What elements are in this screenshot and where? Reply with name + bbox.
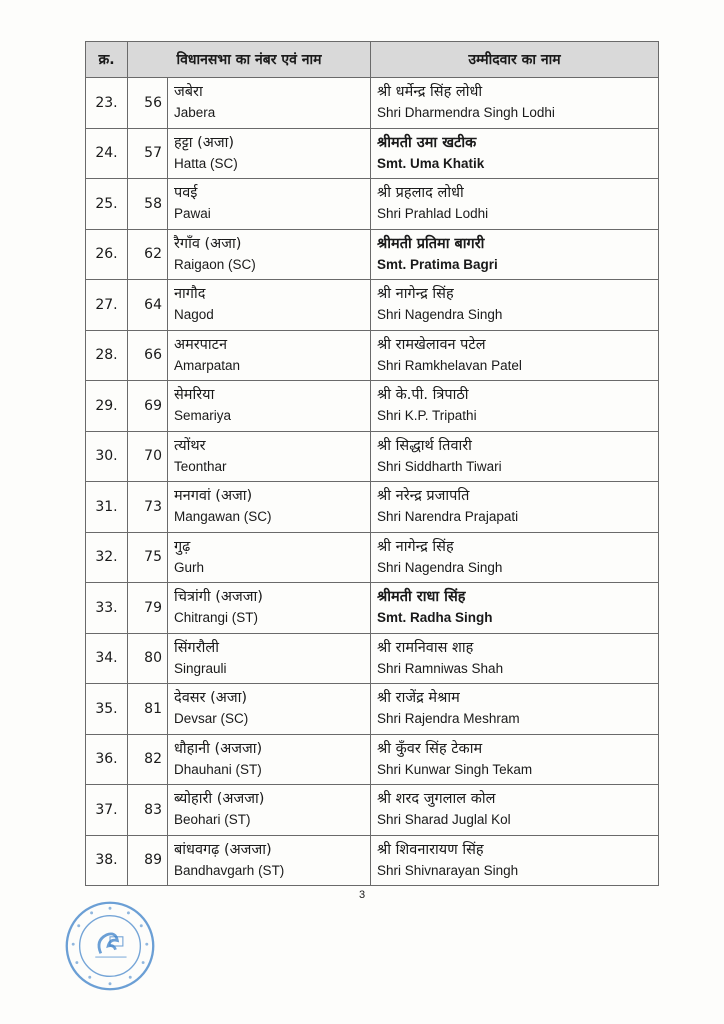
constituency-name-english: Nagod <box>174 307 214 322</box>
serial-number: 36. <box>86 734 128 785</box>
candidate-name-hindi: श्रीमती प्रतिमा बागरी <box>377 235 485 252</box>
table-row <box>86 633 659 684</box>
table-row <box>86 431 659 482</box>
constituency-name-english: Hatta (SC) <box>174 155 238 171</box>
candidate-name-english: Shri Ramkhelavan Patel <box>377 357 522 373</box>
constituency-name-hindi: सेमरिया <box>174 387 215 403</box>
candidate-name-hindi: श्रीमती उमा खटीक <box>377 134 477 151</box>
table-row <box>86 330 659 381</box>
candidate-name-hindi: श्री नागेन्द्र सिंह <box>377 538 454 555</box>
constituency-name <box>168 835 371 886</box>
constituency-number: 70 <box>128 431 168 482</box>
constituency-number: 81 <box>128 684 168 735</box>
serial-number: 25. <box>86 179 128 230</box>
constituency-name-english: Devsar (SC) <box>174 711 249 726</box>
header-constituency: विधानसभा का नंबर एवं नाम <box>128 42 371 78</box>
constituency-name <box>168 229 371 280</box>
constituency-name-hindi: नागौद <box>174 286 206 302</box>
table-row <box>86 280 659 331</box>
serial-number: 27. <box>86 280 128 331</box>
candidate-list-table <box>85 41 659 886</box>
constituency-name <box>168 431 371 482</box>
candidate-name-hindi: श्री नरेन्द्र प्रजापति <box>377 488 470 504</box>
serial-number: 24. <box>86 128 128 179</box>
constituency-name <box>168 78 371 129</box>
constituency-name-english: Mangawan (SC) <box>174 509 272 524</box>
candidate-name-english: Shri Siddharth Tiwari <box>377 458 502 474</box>
constituency-name-english: Gurh <box>174 559 205 575</box>
header-serial: क्र. <box>86 42 128 78</box>
serial-number: 33. <box>86 583 128 634</box>
constituency-number: 79 <box>128 583 168 634</box>
constituency-name <box>168 482 371 533</box>
candidate-name-hindi: श्री शिवनारायण सिंह <box>377 841 484 858</box>
constituency-name <box>168 128 371 179</box>
constituency-name-hindi: चित्रांगी (अजजा) <box>174 589 263 605</box>
candidate-name-hindi: श्रीमती राधा सिंह <box>377 589 466 605</box>
candidate-name <box>371 280 659 331</box>
constituency-number: 69 <box>128 381 168 432</box>
serial-number: 35. <box>86 684 128 735</box>
constituency-name-hindi: रैगाँव (अजा) <box>174 235 242 252</box>
candidate-name <box>371 229 659 280</box>
serial-number: 32. <box>86 532 128 583</box>
constituency-name-english: Chitrangi (ST) <box>174 610 259 625</box>
candidate-name-english: Smt. Radha Singh <box>377 610 493 625</box>
table-row <box>86 583 659 634</box>
constituency-number: 66 <box>128 330 168 381</box>
constituency-name <box>168 684 371 735</box>
candidate-name <box>371 128 659 179</box>
party-seal-stamp <box>64 900 156 992</box>
candidate-name <box>371 482 659 533</box>
candidate-name <box>371 734 659 785</box>
candidate-name-english: Shri Nagendra Singh <box>377 559 503 575</box>
candidate-name-hindi: श्री रामखेलावन पटेल <box>377 336 486 353</box>
constituency-name-hindi: जबेरा <box>174 84 203 100</box>
constituency-name-english: Singrauli <box>174 660 227 676</box>
constituency-name <box>168 633 371 684</box>
constituency-name <box>168 785 371 836</box>
serial-number: 34. <box>86 633 128 684</box>
constituency-name-hindi: हट्टा (अजा) <box>174 134 235 151</box>
constituency-name <box>168 734 371 785</box>
candidate-name-english: Shri Ramniwas Shah <box>377 660 504 676</box>
constituency-number: 75 <box>128 532 168 583</box>
constituency-number: 83 <box>128 785 168 836</box>
candidate-name <box>371 633 659 684</box>
constituency-number: 80 <box>128 633 168 684</box>
serial-number: 31. <box>86 482 128 533</box>
constituency-name-hindi: धौहानी (अजजा) <box>174 740 263 757</box>
table-row <box>86 835 659 886</box>
candidate-name-hindi: श्री शरद जुगलाल कोल <box>377 791 496 807</box>
candidate-name-english: Shri Sharad Juglal Kol <box>377 812 511 827</box>
candidate-name-hindi: श्री रामनिवास शाह <box>377 639 474 656</box>
candidate-name-english: Shri Prahlad Lodhi <box>377 206 489 221</box>
serial-number: 29. <box>86 381 128 432</box>
page-number: 3 <box>358 889 366 901</box>
constituency-name-english: Raigaon (SC) <box>174 256 256 272</box>
constituency-name <box>168 330 371 381</box>
table-row <box>86 78 659 129</box>
serial-number: 30. <box>86 431 128 482</box>
candidate-name <box>371 179 659 230</box>
constituency-name-english: Amarpatan <box>174 357 241 373</box>
candidate-name <box>371 78 659 129</box>
constituency-name-hindi: गुढ़ <box>174 538 191 555</box>
candidate-name-english: Shri Shivnarayan Singh <box>377 862 519 878</box>
constituency-name-hindi: सिंगरौली <box>174 639 219 656</box>
candidate-name-english: Shri Nagendra Singh <box>377 307 503 322</box>
constituency-name <box>168 532 371 583</box>
table-row <box>86 229 659 280</box>
candidate-name-english: Smt. Uma Khatik <box>377 155 485 171</box>
serial-number: 23. <box>86 78 128 129</box>
candidate-name-english: Smt. Pratima Bagri <box>377 256 498 272</box>
candidate-name <box>371 431 659 482</box>
serial-number: 28. <box>86 330 128 381</box>
serial-number: 38. <box>86 835 128 886</box>
constituency-number: 73 <box>128 482 168 533</box>
constituency-name-english: Beohari (ST) <box>174 812 251 827</box>
serial-number: 37. <box>86 785 128 836</box>
candidate-name-hindi: श्री धर्मेन्द्र सिंह लोधी <box>377 84 483 100</box>
table-body <box>86 78 659 886</box>
constituency-name-hindi: ब्योहारी (अजजा) <box>174 791 265 807</box>
constituency-name-hindi: पवई <box>174 185 198 201</box>
serial-number: 26. <box>86 229 128 280</box>
candidate-name-hindi: श्री नागेन्द्र सिंह <box>377 286 454 302</box>
constituency-name-hindi: देवसर (अजा) <box>174 690 248 706</box>
candidate-name-hindi: श्री सिद्धार्थ तिवारी <box>377 437 472 454</box>
table-row <box>86 734 659 785</box>
constituency-number: 57 <box>128 128 168 179</box>
constituency-number: 58 <box>128 179 168 230</box>
constituency-number: 89 <box>128 835 168 886</box>
candidate-name-hindi: श्री के.पी. त्रिपाठी <box>377 387 469 403</box>
candidate-name-hindi: श्री प्रहलाद लोधी <box>377 185 464 201</box>
constituency-name <box>168 280 371 331</box>
candidate-name <box>371 583 659 634</box>
candidate-name <box>371 684 659 735</box>
candidate-name <box>371 330 659 381</box>
table-row <box>86 684 659 735</box>
constituency-name-english: Jabera <box>174 105 216 120</box>
candidate-name-hindi: श्री कुँवर सिंह टेकाम <box>377 740 483 757</box>
constituency-number: 64 <box>128 280 168 331</box>
table-row <box>86 381 659 432</box>
header-candidate: उम्मीदवार का नाम <box>371 42 659 78</box>
constituency-name-english: Pawai <box>174 206 211 221</box>
candidate-name-english: Shri K.P. Tripathi <box>377 408 477 423</box>
constituency-name <box>168 381 371 432</box>
candidate-name-english: Shri Kunwar Singh Tekam <box>377 761 533 777</box>
constituency-name-hindi: मनगवां (अजा) <box>174 488 253 504</box>
table-row <box>86 785 659 836</box>
table-header-row <box>86 42 659 78</box>
table-row <box>86 482 659 533</box>
constituency-name-english: Bandhavgarh (ST) <box>174 862 285 878</box>
candidate-name <box>371 785 659 836</box>
table-row <box>86 179 659 230</box>
constituency-name-hindi: त्योंथर <box>174 437 206 454</box>
candidate-name-english: Shri Dharmendra Singh Lodhi <box>377 105 555 120</box>
constituency-number: 56 <box>128 78 168 129</box>
constituency-name <box>168 583 371 634</box>
constituency-number: 82 <box>128 734 168 785</box>
candidate-name-hindi: श्री राजेंद्र मेश्राम <box>377 690 460 706</box>
candidate-name <box>371 835 659 886</box>
candidate-name <box>371 532 659 583</box>
table-row <box>86 128 659 179</box>
candidate-name-english: Shri Narendra Prajapati <box>377 509 519 524</box>
candidate-name <box>371 381 659 432</box>
candidate-name-english: Shri Rajendra Meshram <box>377 711 520 726</box>
constituency-name-english: Dhauhani (ST) <box>174 761 262 777</box>
constituency-name <box>168 179 371 230</box>
constituency-name-english: Semariya <box>174 408 232 423</box>
table-row <box>86 532 659 583</box>
constituency-number: 62 <box>128 229 168 280</box>
constituency-name-hindi: अमरपाटन <box>174 336 228 353</box>
constituency-name-english: Teonthar <box>174 458 227 474</box>
constituency-name-hindi: बांधवगढ़ (अजजा) <box>174 841 272 858</box>
